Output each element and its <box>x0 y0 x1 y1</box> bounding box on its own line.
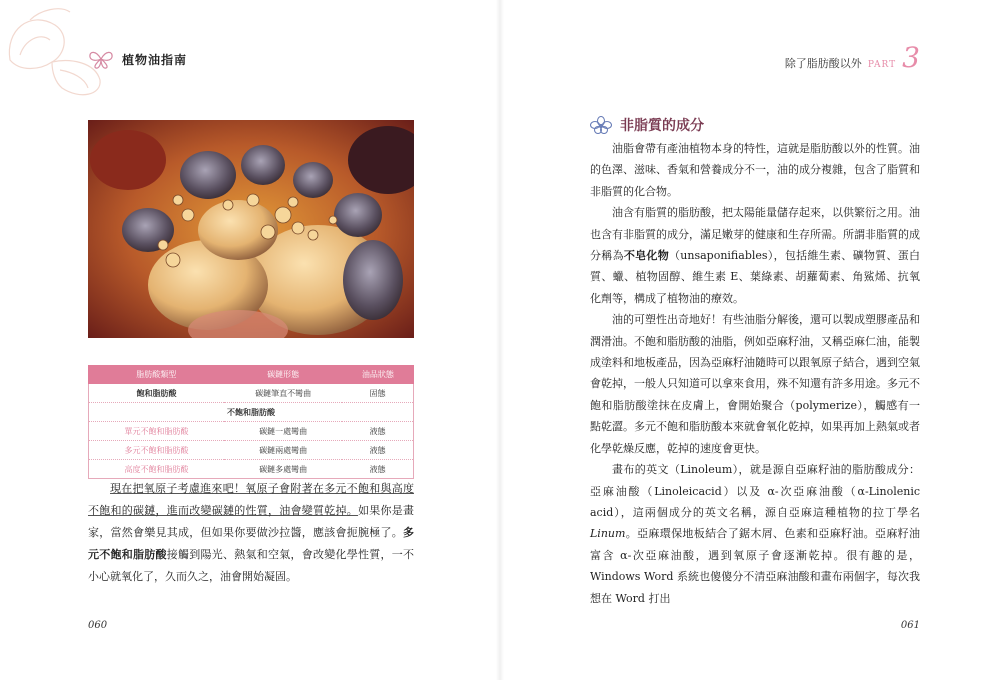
heading-text: 非脂質的成分 <box>620 118 704 134</box>
table-row <box>89 441 414 460</box>
table-cell: 飽和脂肪酸 <box>89 384 225 403</box>
table-cell: 碳鏈一處彎曲 <box>224 422 342 441</box>
right-page <box>500 0 1000 680</box>
text-span: 接觸到陽光、熱氣和空氣，會改變化學性質，一不小心就氧化了，久而久之，油會開始凝固。 <box>88 548 414 583</box>
part-number: 3 <box>902 41 920 74</box>
table-subheader: 不飽和脂肪酸 <box>89 403 414 422</box>
text-span: （unsaponifiables），包括維生素、礦物質、蛋白質、蠟、植物固醇、維生素 E、葉綠素、胡蘿蔔素、角鯊烯、抗氧化劑等，構成了植物油的療效。 <box>590 249 921 305</box>
text-span: 油含有脂質的脂肪酸，把太陽能量儲存起來，以供繁衍之用。油也含有非脂質的成分，滿足嫩芽的健康和生存所需。所謂非脂質的成分稱為 <box>590 206 920 263</box>
table-cell: 碳鏈多處彎曲 <box>224 460 342 479</box>
part-label: PART <box>867 60 897 70</box>
oil-droplets-photo <box>88 120 414 338</box>
table-header: 碳鏈形態 <box>224 366 342 384</box>
table-row <box>89 422 414 441</box>
body-paragraph <box>590 459 920 609</box>
fatty-acid-table <box>88 365 414 479</box>
table-header: 油品狀態 <box>342 366 413 384</box>
page-number-left: 060 <box>88 620 108 631</box>
body-paragraph: 油脂會帶有產油植物本身的特性，這就是脂肪酸以外的性質。油的色澤、滋味、香氣和營養成分不一，油的成分複雜，包含了脂質和非脂質的化合物。 <box>590 142 920 198</box>
table-cell: 液態 <box>342 460 413 479</box>
table-row <box>89 460 414 479</box>
italic-term: Linum <box>590 527 626 541</box>
table-cell: 碳鏈兩處彎曲 <box>224 441 342 460</box>
text-span: 如果你是畫家，當然會樂見其成，但如果你要做沙拉醬，應該會扼腕極了。 <box>88 504 414 539</box>
table-row <box>89 403 414 422</box>
body-paragraph <box>590 202 920 309</box>
section-heading <box>590 115 704 135</box>
table-cell: 高度不飽和脂肪酸 <box>89 460 225 479</box>
bold-term: 不皂化物 <box>623 249 669 263</box>
table-row <box>89 384 414 403</box>
flower-icon <box>590 116 612 134</box>
section-title: 除了脂肪酸以外 <box>784 57 862 70</box>
bold-term: 多元不飽和脂肪酸 <box>88 526 414 561</box>
page-number-right: 061 <box>900 620 920 631</box>
body-paragraph: 油的可塑性出奇地好！有些油脂分解後，還可以製成塑膠產品和潤滑油。不飽和脂肪酸的油脂，例如亞麻籽油，又稱亞麻仁油，能製成塗料和地板產品，因為亞麻籽油隨時可以跟氧原子結合，遇到空氣會乾掉，一般人只知道可以拿來食用，殊不知還有許多用途。多元不飽和脂肪酸塗抹在皮膚上，會開始聚合（polymerize），觸感有一點乾澀。多元不飽和脂肪酸本來就會氧化乾掉，如果再加上熱氣或者化學乾燥反應，乾掉的速度會更快。 <box>590 313 920 455</box>
running-header-left <box>88 48 187 70</box>
table-cell: 多元不飽和脂肪酸 <box>89 441 225 460</box>
left-body-text <box>88 478 414 588</box>
table-cell: 液態 <box>342 422 413 441</box>
table-cell: 液態 <box>342 441 413 460</box>
table-cell: 單元不飽和脂肪酸 <box>89 422 225 441</box>
table-cell: 碳鏈筆直不彎曲 <box>224 384 342 403</box>
body-paragraph <box>88 478 414 588</box>
right-body-text <box>590 138 920 609</box>
table-cell: 固態 <box>342 384 413 403</box>
running-header-right <box>784 41 920 74</box>
text-span: 。亞麻環保地板結合了鋸木屑、色素和亞麻籽油。亞麻籽油富含 α-次亞麻油酸，遇到氧原子會逐漸乾掉。很有趣的是，Windows Word 系統也傻傻分不清亞麻油酸和畫布兩個字，每次我想在 Word 打出 <box>590 527 920 605</box>
underlined-text: 現在把氧原子考慮進來吧！氧原子會附著在多元不飽和與高度不飽和的碳鏈，進而改變碳鏈的性質，油會變質乾掉。 <box>88 482 414 517</box>
butterfly-icon <box>88 48 114 70</box>
table-header: 脂肪酸類型 <box>89 366 225 384</box>
book-title: 植物油指南 <box>122 52 188 67</box>
text-span: 畫布的英文（Linoleum），就是源自亞麻籽油的脂肪酸成分：亞麻油酸（Linoleicacid）以及 α-次亞麻油酸（α-Linolenic acid），這兩個成分的英文名稱，源自亞麻這種植物的拉丁學名 <box>590 463 920 519</box>
